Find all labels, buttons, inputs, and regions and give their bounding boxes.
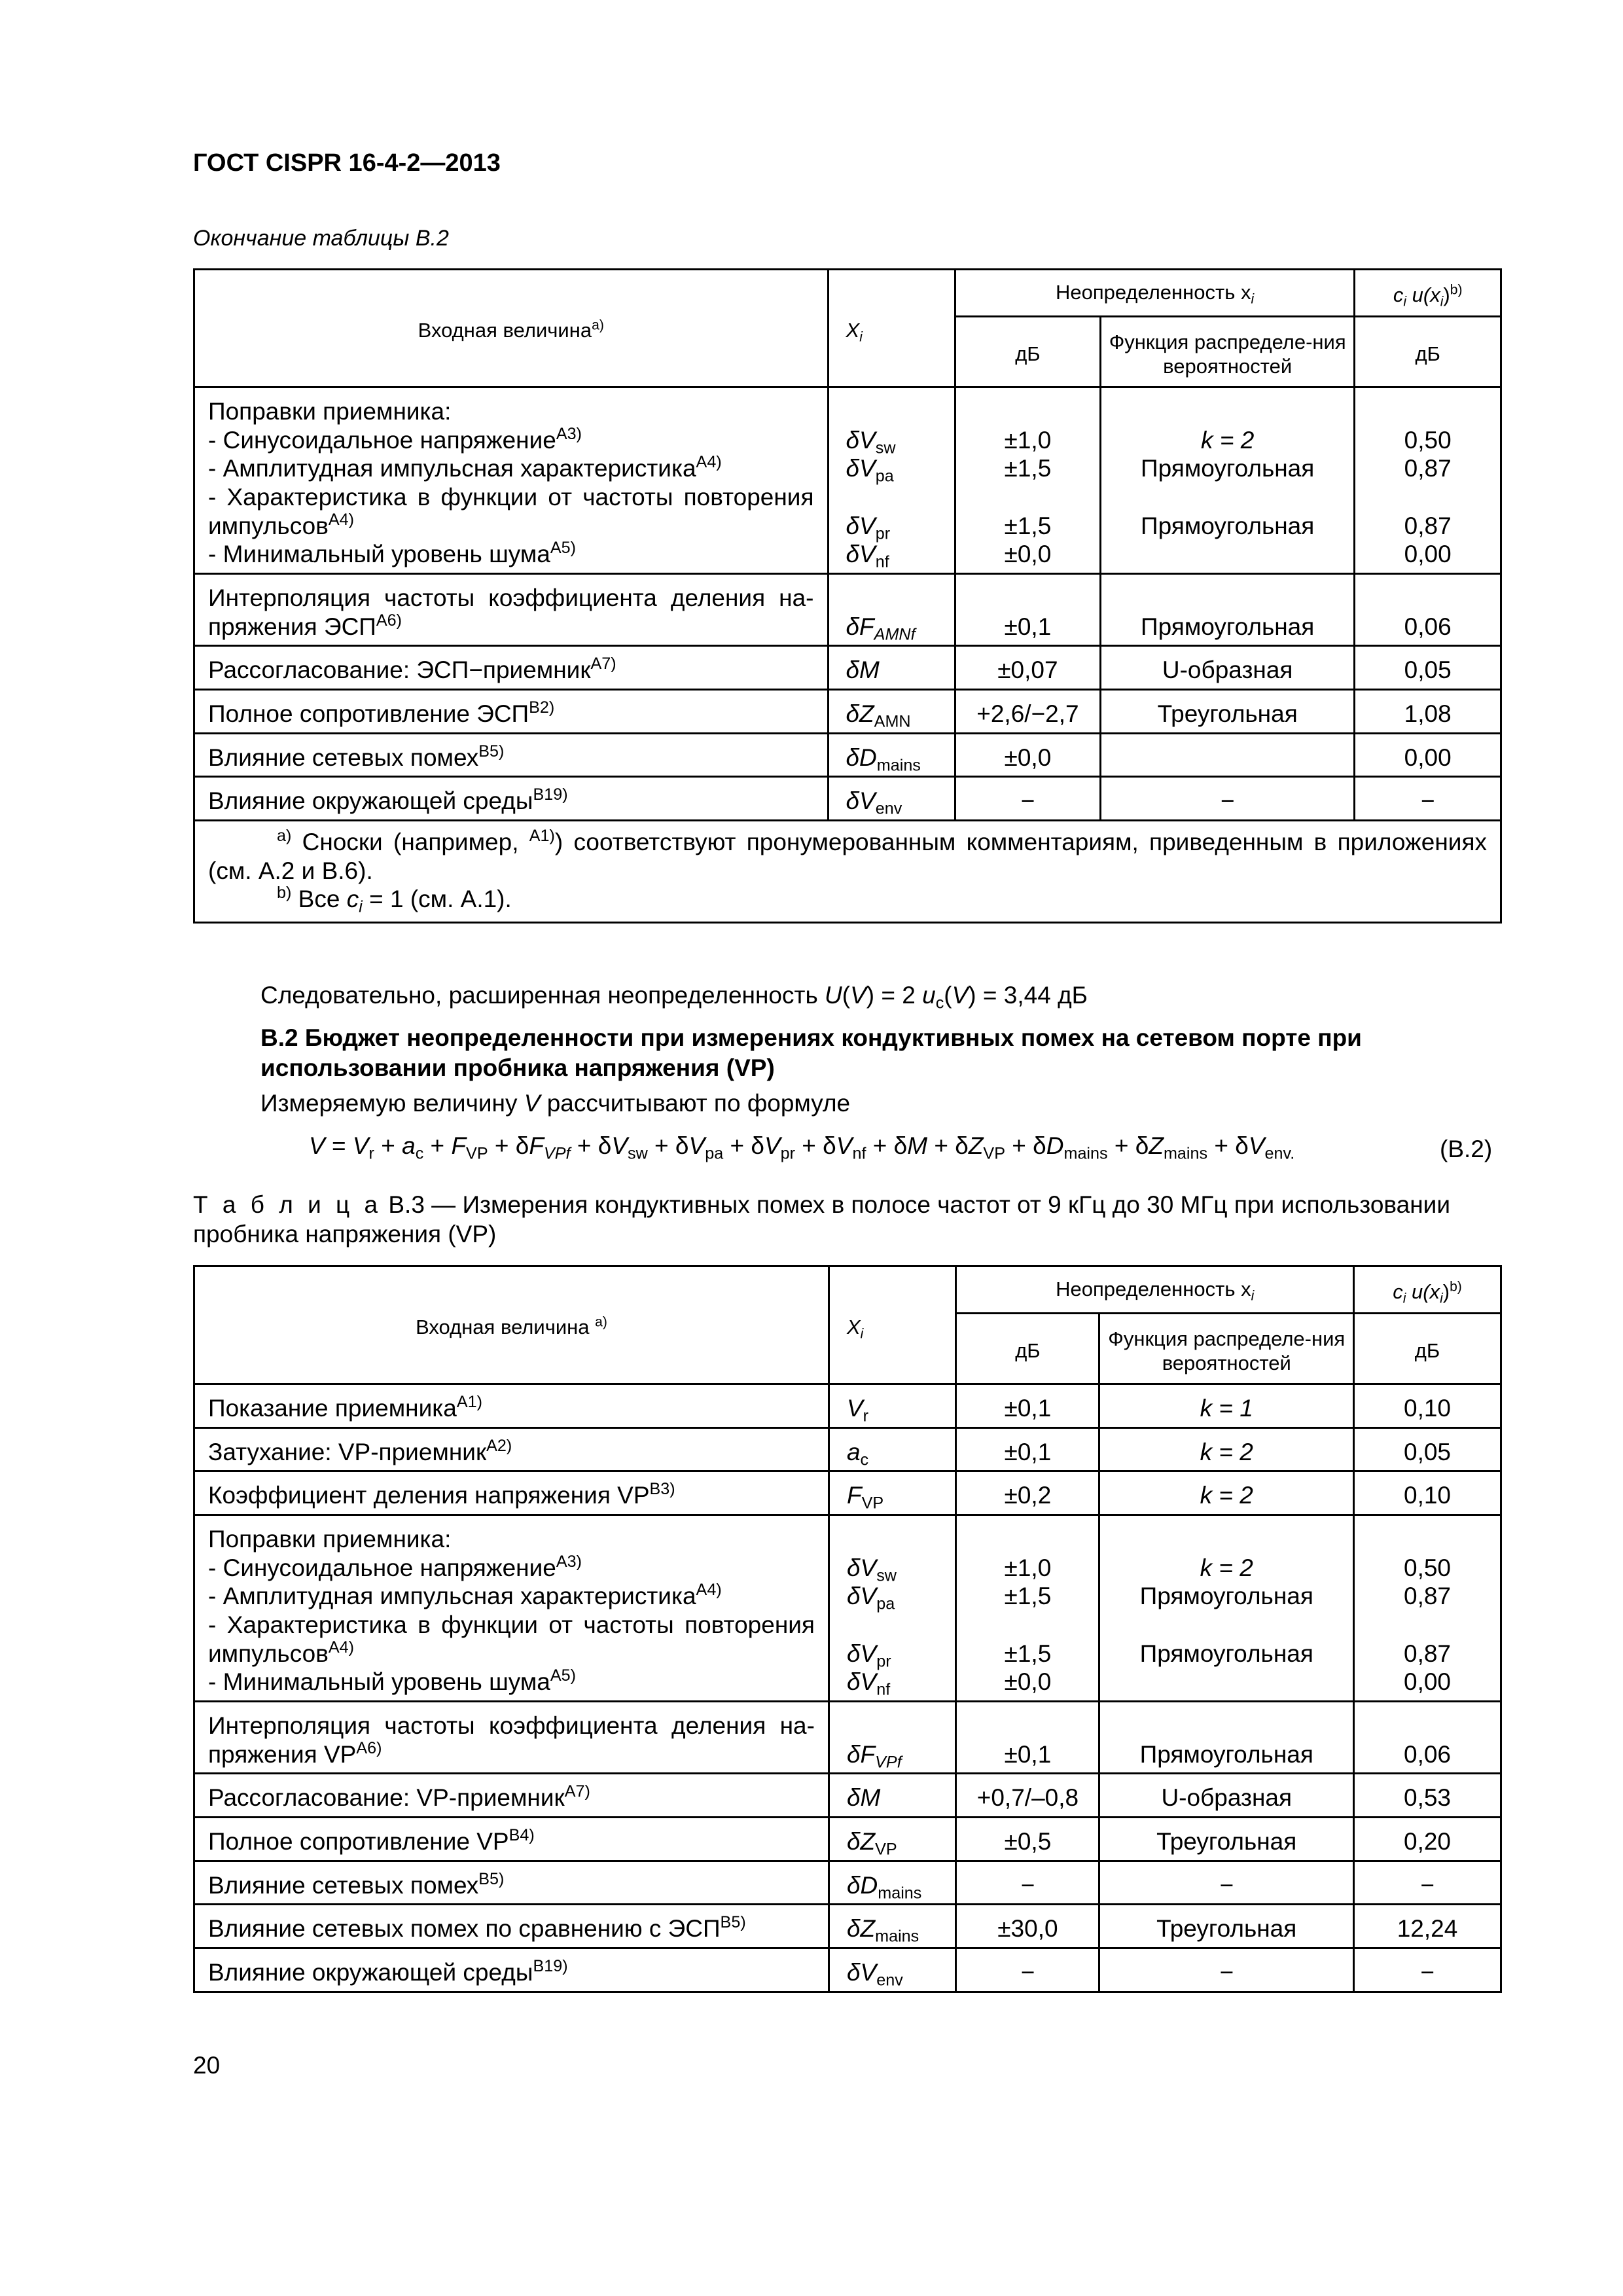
table-row: Влияние окружающей среды$^{B19)}$ $\delta V_{env}$ − − − <box>194 1948 1501 1992</box>
table-row: Показание приемника$^{A1)}$ $V_r$ ±0,1 k = 1 0,10 <box>194 1384 1501 1428</box>
equation-number: (В.2) <box>1440 1136 1493 1162</box>
table-notes: $^{a)}$ Сноски (например, $^{A1)}$) соответствуют пронумерованным комментариям, приведенным в приложениях (см. А.2 и В.6). $^{b)}$ Все $c_i = 1$ (см. А.1). <box>194 820 1501 922</box>
section-heading-b2: В.2 Бюджет неопределенности при измерениях кондуктивных помех на сетевом порте при использовании пробника напряжения (VP) <box>260 1024 1362 1082</box>
table-row: Влияние сетевых помех$^{B5)}$ $\delta D_{mains}$ ±0,0 0,00 <box>194 733 1501 777</box>
table-row: Интерполяция частоты коэффициента деления на- пряжения $ЭСП^{A6)}$ $\delta F_{AMNf}$ ±0,1 Прямоугольная 0,06 <box>194 573 1501 645</box>
page-number: 20 <box>193 2052 221 2079</box>
table-row: Коэффициент деления напряжения $VP^{B3)}$ $F_{VP}$ ±0,2 k = 2 0,10 <box>194 1471 1501 1515</box>
header-db-2: дБ <box>1355 317 1501 387</box>
header-xi: $X_i$ <box>829 1266 955 1384</box>
table-row: Рассогласование: ЭСП−приемник$^{A7)}$ δM ±0,07 U-образная 0,05 <box>194 646 1501 690</box>
header-distribution: Функция распределе-ния вероятностей <box>1101 317 1355 387</box>
table-continuation-caption: Окончание таблицы В.2 <box>193 226 449 251</box>
table-row: Полное сопротивление $VP^{B4)}$ $\delta Z_{VP}$ ±0,5 Треугольная 0,20 <box>194 1817 1501 1861</box>
table-row: Интерполяция частоты коэффициента деления на- пряжения $VP^{A6)}$ $\delta F_{VPf}$ ±0,1 Прямоугольная 0,06 <box>194 1701 1501 1773</box>
table-row: Полное сопротивление $ЭСП^{B2)}$ $\delta Z_{AMN}$ +2,6/−2,7 Треугольная 1,08 <box>194 689 1501 733</box>
table-row: Рассогласование: VP-приемник$^{A7)}$ δM +0,7/–0,8 U-образная 0,53 <box>194 1774 1501 1818</box>
header-ci-u: $c_i$ $u(x_i)^{b)}$ <box>1355 270 1501 317</box>
table-row: Поправки приемника: - Синусоидальное напряжение$^{A3)}$ - Амплитудная импульсная характеристика$^{A4)}$ - Характеристика в функции от частоты повторения импульсов$^{A4)}$ - Минимальный уровень шума$^{A5)}$ $\delta V_{sw}$ $\delta V_{pa}$ $\delta V_{pr}$ $\delta V_{nf}$ ±1,0 ±1,5 ±1,5 ±0,0 k = 2 Прямоугольная Прямоугольная 0,50 0,87 0,87 0,00 <box>194 387 1501 574</box>
header-input-quantity: Входная величина$^{а)}$ <box>194 270 829 387</box>
header-ci-u: $c_i$ $u(x_i)^{b)}$ <box>1354 1266 1501 1314</box>
header-db: дБ <box>956 1314 1099 1384</box>
header-distribution: Функция распределе-ния вероятностей <box>1099 1314 1354 1384</box>
table-b3-caption: Т а б л и ц а В.3 — Измерения кондуктивных помех в полосе частот от 9 кГц до 30 МГц при использовании пробника напряжения (VP) <box>193 1191 1450 1248</box>
table-row: Влияние сетевых помех$^{B5)}$ $\delta D_{mains}$ − − − <box>194 1861 1501 1905</box>
header-uncertainty: Неопределенность $x_i$ <box>955 270 1355 317</box>
table-row: Затухание: VP-приемник$^{A2)}$ $a_c$ ±0,1 k = 2 0,05 <box>194 1427 1501 1471</box>
measurand-formula: $V = V_r + a_c + F_{VP} + \delta F_{VPf} + \delta V_{sw} + \delta V_{pa} + \delta V_{pr} + \delta V_{nf} + \delta M + \delta Z_{VP} + \delta D_{mains} + \delta Z_{mains} + \delta V_{env.}$ <box>309 1132 1295 1163</box>
table-row: Влияние сетевых помех по сравнению с $ЭСП^{B5)}$ $\delta Z_{mains}$ ±30,0 Треугольная 12,24 <box>194 1905 1501 1948</box>
uncertainty-table-b3 <box>193 1265 1502 1993</box>
uncertainty-table-b2-end <box>193 268 1502 924</box>
table-row: Поправки приемника: - Синусоидальное напряжение$^{A3)}$ - Амплитудная импульсная характеристика$^{A4)}$ - Характеристика в функции от частоты повторения импульсов$^{A4)}$ - Минимальный уровень шума$^{A5)}$ $\delta V_{sw}$ $\delta V_{pa}$ $\delta V_{pr}$ $\delta V_{nf}$ ±1,0 ±1,5 ±1,5 ±0,0 k = 2 Прямоугольная Прямоугольная 0,50 0,87 0,87 0,00 <box>194 1515 1501 1701</box>
table-row: Влияние окружающей среды$^{B19)}$ $\delta V_{env}$ − − − <box>194 777 1501 821</box>
header-db-2: дБ <box>1354 1314 1501 1384</box>
header-xi: $X_i$ <box>828 270 955 387</box>
header-db: дБ <box>955 317 1100 387</box>
header-uncertainty: Неопределенность $x_i$ <box>956 1266 1354 1314</box>
expanded-uncertainty-paragraph: Следовательно, расширенная неопределенность U(V) = 2 $u_c(V) = 3,44$ дБ <box>260 982 1088 1013</box>
header-input-quantity: Входная величина $^{а)}$ <box>194 1266 829 1384</box>
formula-intro: Измеряемую величину V рассчитывают по формуле <box>260 1090 851 1117</box>
document-header: ГОСТ CISPR 16-4-2—2013 <box>193 149 501 177</box>
